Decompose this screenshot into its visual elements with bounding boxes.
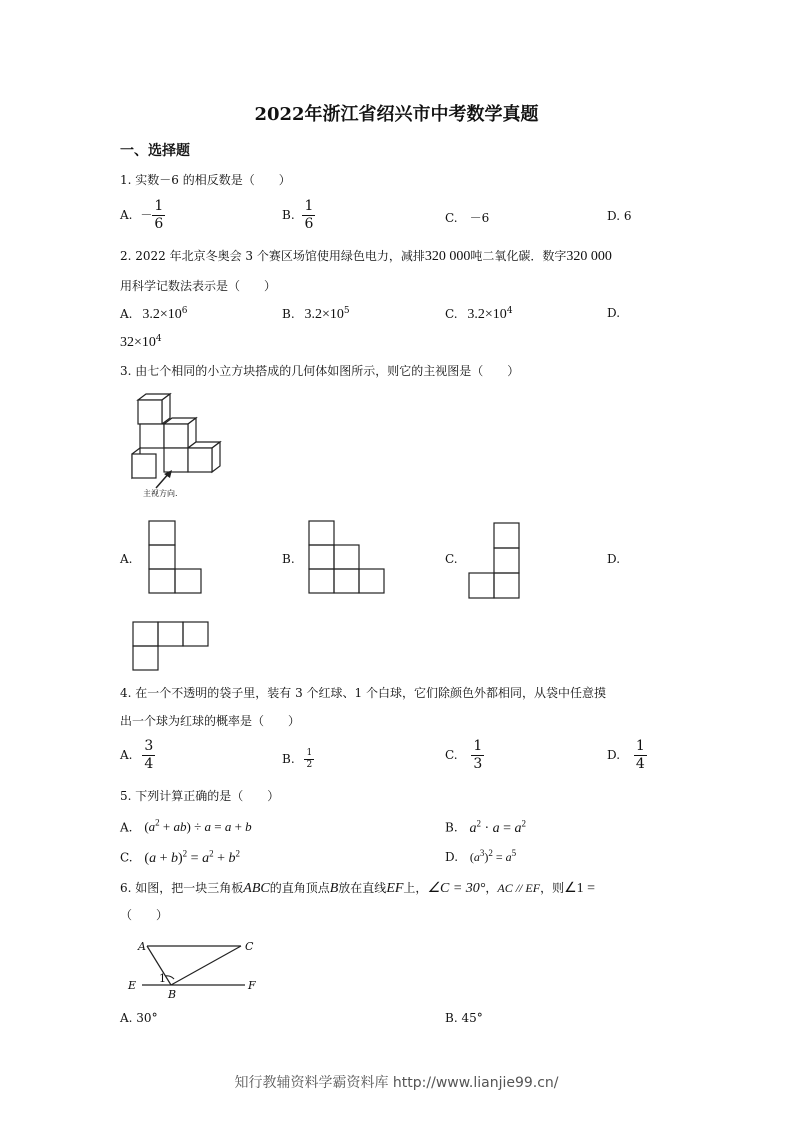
q6-stem-line2: （ ） bbox=[120, 908, 169, 922]
q4-d-label: D. bbox=[607, 747, 621, 762]
q2-num2: 320 000 bbox=[566, 249, 612, 264]
q1-b-label: B. bbox=[282, 207, 295, 222]
q3-view-direction: 主视方向. bbox=[143, 489, 178, 498]
q6-stem-d: 上， bbox=[403, 881, 428, 895]
q3-option-a-label: A. bbox=[120, 552, 133, 566]
q6-stem-b: 的直角顶点 bbox=[269, 881, 330, 895]
q6-sep: ， bbox=[485, 881, 498, 895]
q4-stem-line1: 4. 在一个不透明的袋子里，装有 3 个红球、1 个白球，它们除颜色外都相同，从袋中任意摸 bbox=[120, 686, 606, 700]
q6-option-b: B. 45° bbox=[445, 1011, 483, 1025]
q6-point-e: E bbox=[128, 979, 137, 992]
q6-cond2: AC // EF bbox=[497, 881, 541, 895]
q5-b-expr: $a^2 \cdot a = a^2$ bbox=[469, 818, 527, 836]
q5-b-label: B. bbox=[445, 820, 458, 835]
q2-option-d-label: D. bbox=[607, 306, 621, 320]
q2-b-exp: 5 bbox=[343, 306, 350, 316]
q6-stem-a: 6. 如图，把一块三角板 bbox=[120, 881, 244, 895]
q6-point-c: C bbox=[245, 940, 254, 953]
q2-d-exp: 4 bbox=[155, 334, 162, 344]
q2-c-label: C. bbox=[445, 307, 458, 321]
q1-stem: 1. 实数－6 的相反数是（ ） bbox=[120, 173, 291, 187]
q1-option-d: D. 6 bbox=[607, 209, 632, 223]
q2-num1: 320 000 bbox=[424, 249, 471, 264]
q1-a-label: A. bbox=[120, 207, 133, 222]
q2-a-exp: 6 bbox=[181, 306, 188, 316]
q4-d-num: 1 bbox=[635, 738, 645, 754]
q4-c-den: 3 bbox=[473, 755, 483, 772]
q2-a-label: A. bbox=[120, 307, 133, 321]
q4-b-label: B. bbox=[282, 751, 295, 766]
q1-option-c: C. －6 bbox=[445, 211, 490, 225]
q4-stem-line2: 出一个球为红球的概率是（ ） bbox=[120, 714, 301, 728]
q1-a-sign: － bbox=[140, 207, 153, 222]
q2-c-base: 3.2×10 bbox=[467, 307, 507, 322]
q5-d-label: D. bbox=[445, 850, 459, 864]
q3-stem: 3. 由七个相同的小立方块搭成的几何体如图所示，则它的主视图是（ ） bbox=[120, 364, 520, 378]
q6-angle-1: 1 bbox=[159, 972, 166, 985]
q4-a-num: 3 bbox=[144, 738, 154, 754]
q6-stem-e: ，则 bbox=[540, 881, 565, 895]
q4-c-label: C. bbox=[445, 747, 458, 762]
q2-c-exp: 4 bbox=[506, 306, 513, 316]
q4-a-label: A. bbox=[120, 747, 133, 762]
q2-b-base: 3.2×10 bbox=[304, 307, 344, 322]
footer-watermark: 知行教辅资料学霸资料库 http://www.lianjie99.cn/ bbox=[234, 1075, 559, 1091]
q6-stem-c: 放在直线 bbox=[338, 881, 387, 895]
q4-b-den: 2 bbox=[306, 759, 313, 770]
q4-b-num: 1 bbox=[306, 748, 313, 758]
q4-c-num: 1 bbox=[473, 738, 483, 754]
q4-a-den: 4 bbox=[144, 755, 154, 772]
q2-a-base: 3.2×10 bbox=[142, 307, 182, 322]
section-heading: 一、选择题 bbox=[120, 143, 190, 159]
q6-abc: ABC bbox=[243, 881, 270, 896]
q6-cond1: ∠C = 30° bbox=[427, 881, 486, 896]
q3-option-d-label: D. bbox=[607, 552, 621, 566]
q6-ef: EF bbox=[386, 881, 404, 896]
q5-a-expr: $(a^2 + ab) \div a = a + b$ bbox=[144, 818, 252, 835]
q3-option-c-label: C. bbox=[445, 552, 458, 566]
q2-d-base: 32×10 bbox=[120, 335, 156, 350]
q5-d-expr: $(a^3)^2 = a^5$ bbox=[469, 848, 517, 864]
q1-a-num: 1 bbox=[154, 198, 164, 214]
q1-a-den: 6 bbox=[154, 215, 164, 232]
q2-stem-1b: 吨二氧化碳．数字 bbox=[470, 249, 567, 263]
q2-stem-1a: 2. 2022 年北京冬奥会 3 个赛区场馆使用绿色电力，减排 bbox=[120, 249, 425, 263]
q6-option-a: A. 30° bbox=[120, 1011, 158, 1025]
q4-d-den: 4 bbox=[635, 755, 645, 772]
q5-c-label: C. bbox=[120, 850, 133, 865]
q5-stem: 5. 下列计算正确的是（ ） bbox=[120, 789, 280, 803]
q5-a-label: A. bbox=[120, 820, 133, 835]
q1-b-den: 6 bbox=[304, 215, 314, 232]
q3-option-b-label: B. bbox=[282, 552, 295, 566]
q2-stem-line2: 用科学记数法表示是（ ） bbox=[120, 279, 277, 293]
q6-ask: ∠1 = bbox=[564, 881, 596, 896]
q5-c-expr: $(a + b)^2 = a^2 + b^2$ bbox=[144, 848, 240, 866]
q1-b-num: 1 bbox=[304, 198, 314, 214]
q2-b-label: B. bbox=[282, 307, 295, 321]
q6-point-b: B bbox=[168, 988, 177, 1001]
q6-point-a: A bbox=[138, 940, 146, 953]
q6-b: B bbox=[329, 881, 339, 896]
page-title: 2022年浙江省绍兴市中考数学真题 bbox=[254, 104, 539, 125]
q6-point-f: F bbox=[248, 979, 256, 992]
